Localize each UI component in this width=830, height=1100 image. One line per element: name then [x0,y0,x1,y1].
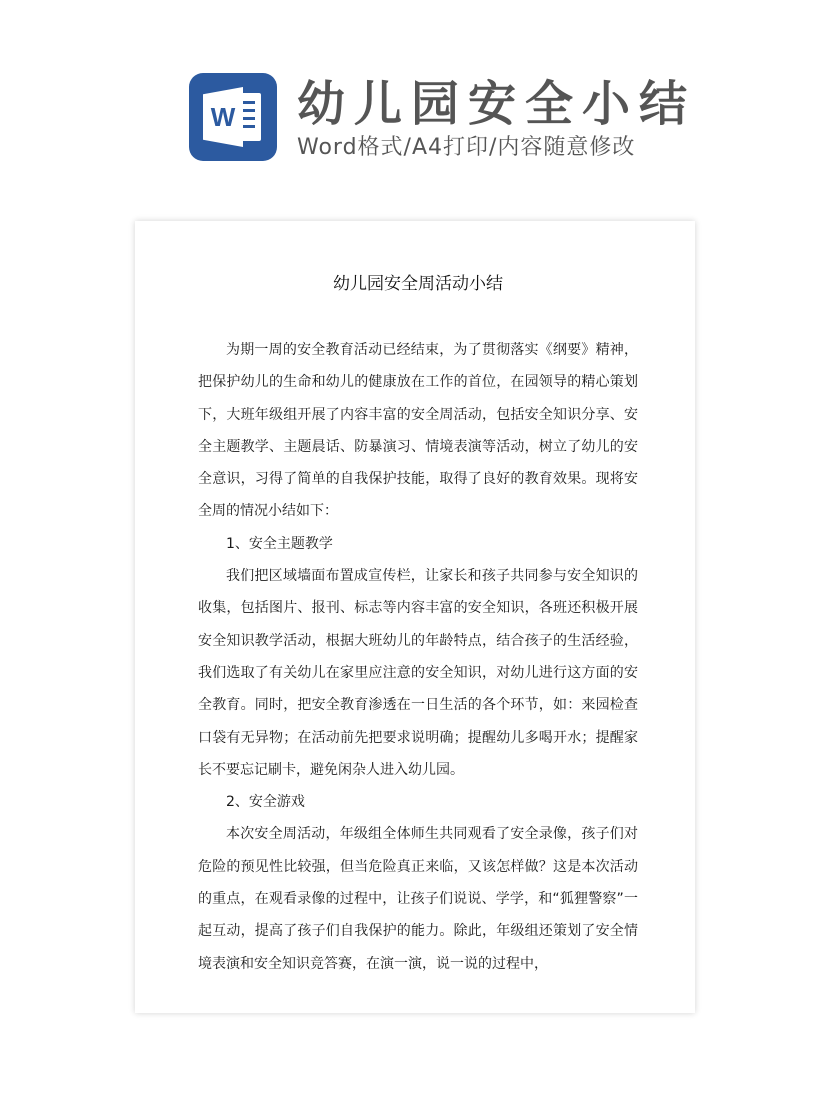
header [189,73,749,173]
section-2-paragraph: 本次安全周活动，年级组全体师生共同观看了安全录像，孩子们对危险的预见性比较强，但当危险真正来临，又该怎样做？这是本次活动的重点，在观看录像的过程中，让孩子们说说、学学，和“狐狸警察”一起互动，提高了孩子们自我保护的能力。除此，年级组还策划了安全情境表演和安全知识竞答赛，在演一演，说一说的过程中， [198,826,638,972]
word-icon [189,73,277,161]
document-fade [135,985,695,1013]
section-1-heading: 1、安全主题教学 [226,535,333,552]
intro-paragraph: 为期一周的安全教育活动已经结束，为了贯彻落实《纲要》精神，把保护幼儿的生命和幼儿的健康放在工作的首位，在园领导的精心策划下，大班年级组开展了内容丰富的安全周活动，包括安全知识分享、安全主题教学、主题晨话、防暴演习、情境表演等活动，树立了幼儿的安全意识，习得了简单的自我保护技能，取得了良好的教育效果。现将安全周的情况小结如下： [198,342,638,520]
document-body [198,270,638,980]
section-1-paragraph: 我们把区域墙面布置成宣传栏，让家长和孩子共同参与安全知识的收集，包括图片、报刊、标志等内容丰富的安全知识，各班还积极开展安全知识教学活动，根据大班幼儿的年龄特点，结合孩子的生活经验，我们选取了有关幼儿在家里应注意的安全知识，对幼儿进行这方面的安全教育。同时，把安全教育渗透在一日生活的各个环节，如：来园检查口袋有无异物；在活动前先把要求说明确；提醒幼儿多喝开水；提醒家长不要忘记刷卡，避免闲杂人进入幼儿园。 [198,568,638,778]
page-title: 幼儿园安全小结 [297,76,697,132]
page-subtitle: Word格式/A4打印/内容随意修改 [297,135,636,160]
word-icon-letter: W [210,102,236,132]
section-2-heading: 2、安全游戏 [226,794,305,811]
document-title: 幼儿园安全周活动小结 [333,274,503,294]
